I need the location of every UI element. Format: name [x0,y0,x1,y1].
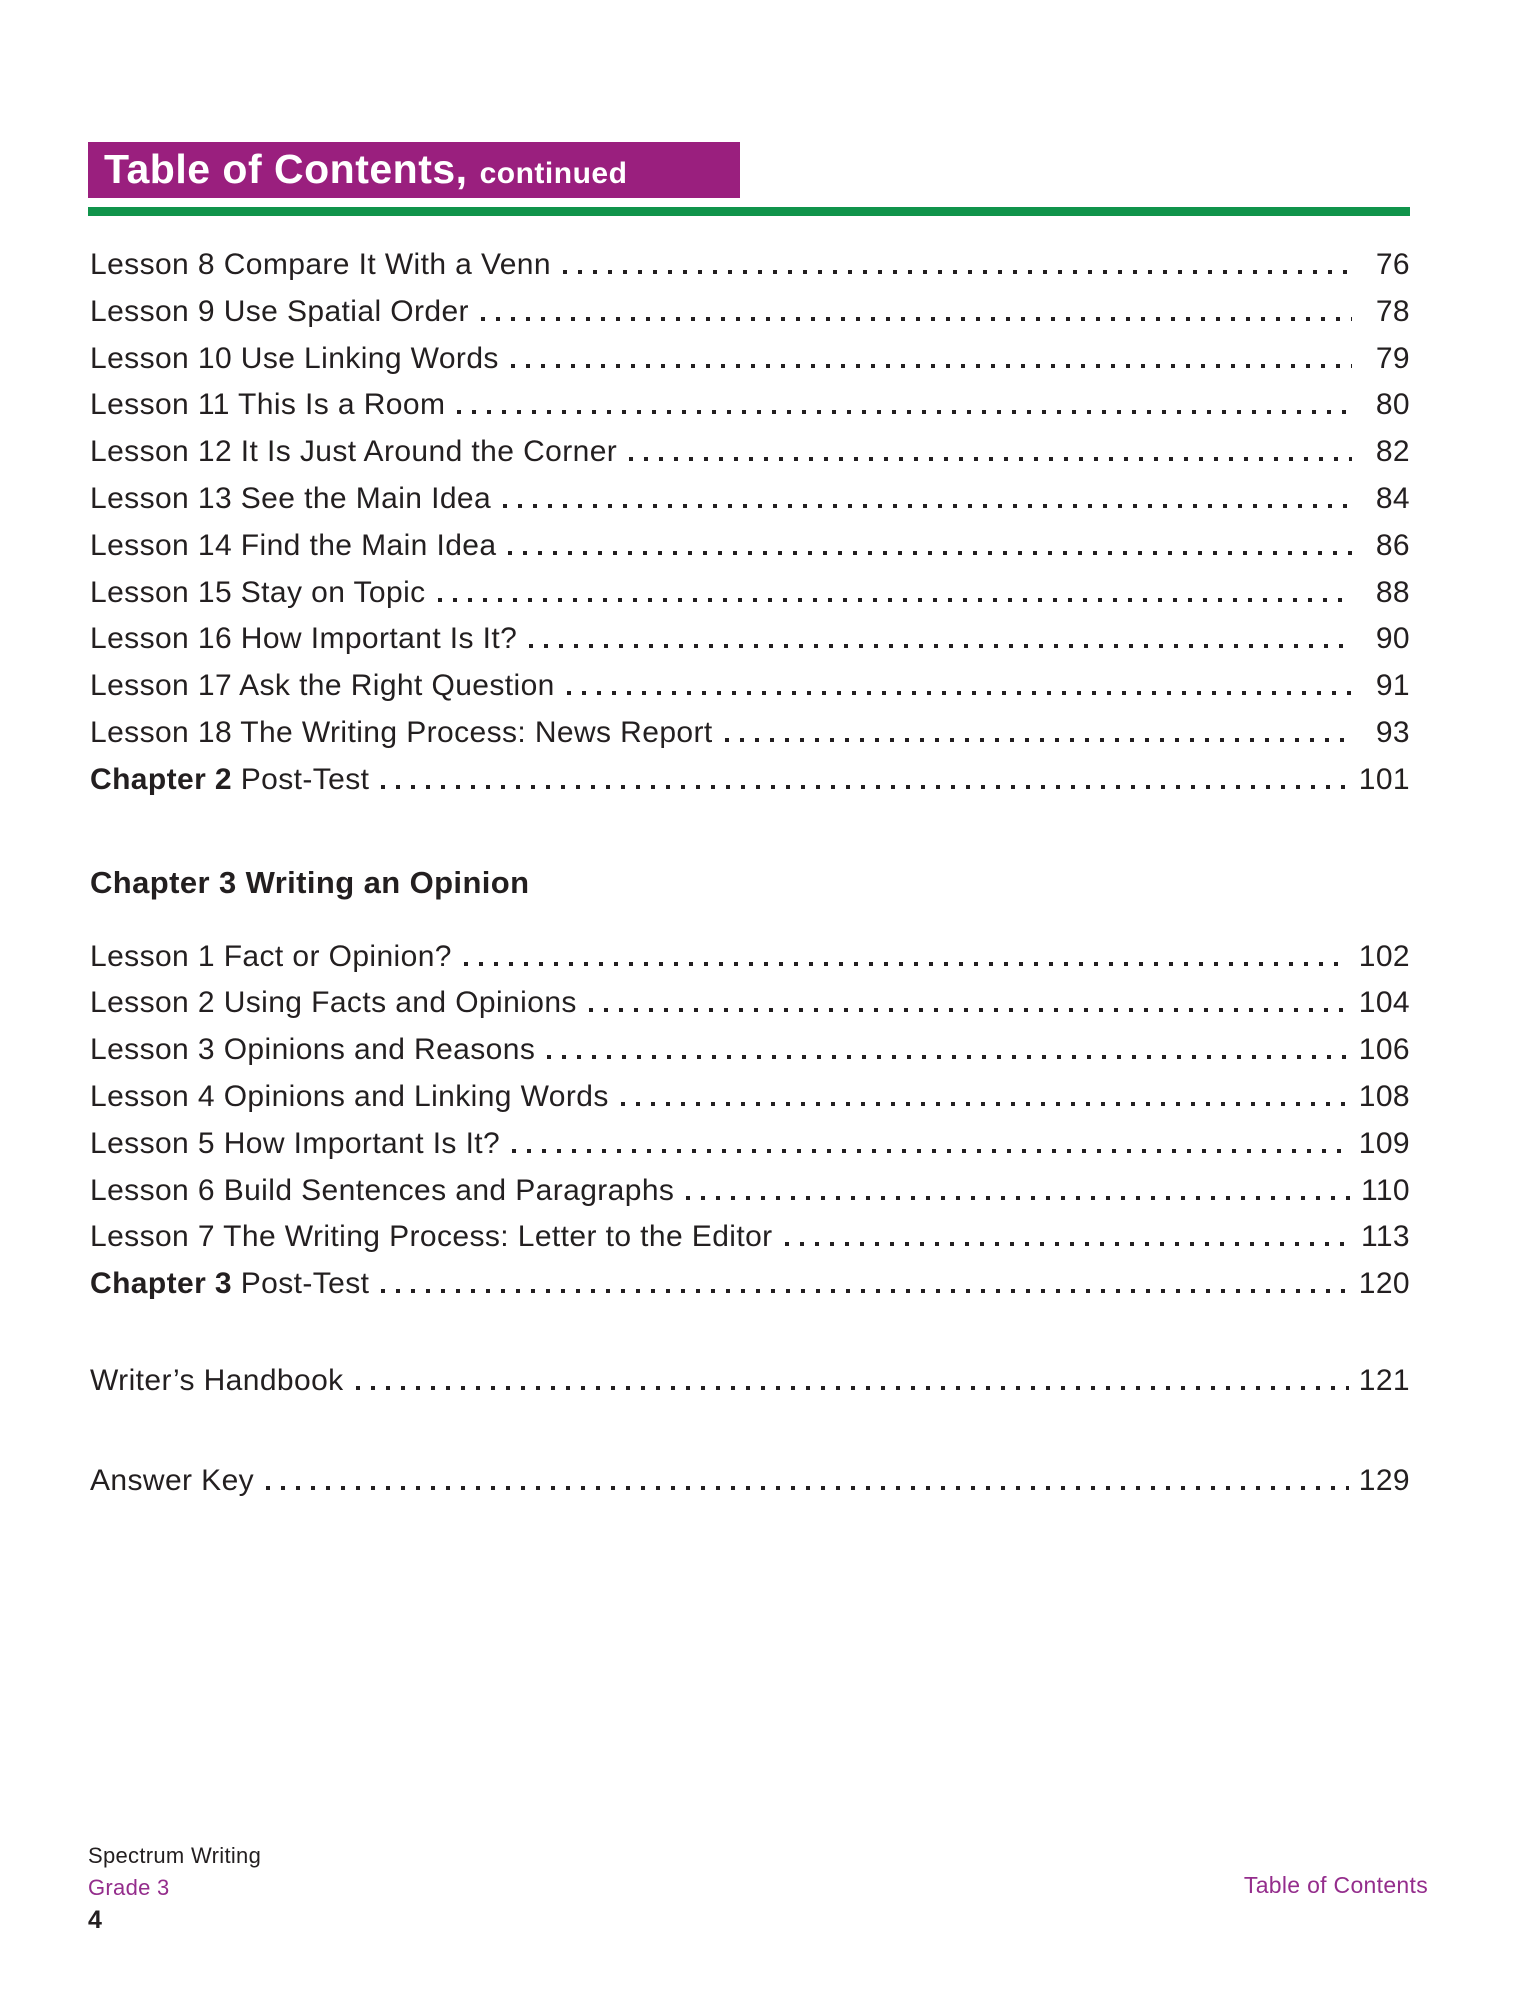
entry-page-number: 113 [1360,1220,1410,1254]
entry-page-number: 82 [1375,435,1410,469]
dot-leader [547,1055,1349,1059]
footer-grade-label: Grade 3 [88,1875,170,1900]
toc-entry [90,1464,1410,1511]
entry-list [90,248,1410,810]
entry-title [90,763,369,797]
entry-title [90,435,617,469]
toc-entry [90,1267,1410,1314]
entry-title [90,1033,535,1067]
toc-entry [90,1127,1410,1174]
entry-label: Lesson 18 The Writing Process: News Report [90,715,713,749]
dot-leader [481,317,1352,321]
dot-leader [563,270,1352,274]
entry-label: Post-Test [231,762,370,796]
dot-leader [266,1486,1349,1490]
toc-entry [90,435,1410,482]
toc-entry [90,342,1410,389]
entry-page-number: 110 [1360,1173,1410,1207]
entry-page-number: 104 [1358,986,1410,1020]
toc-entry [90,482,1410,529]
entry-page-number: 120 [1358,1267,1410,1301]
entry-title [90,1174,674,1208]
entry-page-number: 121 [1358,1363,1410,1397]
entry-label: Lesson 1 Fact or Opinion? [90,939,452,973]
entry-title [90,716,713,750]
footer-left [88,1840,261,1936]
entry-title [90,1127,500,1161]
dot-leader [381,1289,1348,1293]
dot-leader [511,364,1352,368]
dot-leader [381,785,1348,789]
dot-leader [629,457,1352,461]
dot-leader [464,962,1349,966]
toc-entry [90,388,1410,435]
chapter-heading: Chapter 3 Writing an Opinion [90,864,530,900]
entry-title [90,1464,254,1498]
entry-page-number: 80 [1375,388,1410,422]
divider-rule [88,207,1410,216]
entry-page-number: 86 [1375,528,1410,562]
entry-page-number: 79 [1375,341,1410,375]
entry-page-number: 90 [1375,622,1410,656]
entry-page-number: 101 [1358,762,1410,796]
entry-page-number: 84 [1375,481,1410,515]
entry-list [90,1364,1410,1511]
entry-title [90,482,491,516]
entry-label: Lesson 10 Use Linking Words [90,341,499,375]
page-title-banner [88,142,740,198]
entry-page-number: 108 [1358,1079,1410,1113]
entry-label: Lesson 4 Opinions and Linking Words [90,1079,609,1113]
entry-label: Lesson 7 The Writing Process: Letter to the Editor [90,1220,773,1254]
dot-leader [589,1008,1349,1012]
entry-label: Lesson 3 Opinions and Reasons [90,1033,536,1067]
footer-section-label: Table of Contents [1243,1872,1428,1898]
entry-title [90,1267,369,1301]
dot-leader [725,738,1352,742]
chapter-2-section [90,248,1410,810]
dot-leader [503,504,1352,508]
chapter-prefix: Chapter 2 [90,762,232,796]
entry-page-number: 78 [1375,294,1410,328]
entry-label: Lesson 8 Compare It With a Venn [90,248,551,281]
chapter-3-section [90,864,1410,1314]
toc-entry [90,576,1410,623]
toc-entry [90,529,1410,576]
entry-title [90,1220,773,1254]
entry-title [90,342,499,376]
toc-entry [90,1220,1410,1267]
entry-title [90,669,555,703]
entry-label: Lesson 9 Use Spatial Order [90,294,469,328]
entry-label: Post-Test [231,1267,370,1301]
entry-label: Lesson 15 Stay on Topic [90,575,426,609]
entry-label: Lesson 5 How Important Is It? [90,1126,501,1160]
dot-leader [457,410,1352,414]
entry-title [90,940,452,974]
entry-page-number: 106 [1358,1033,1410,1067]
toc-entry [90,669,1410,716]
dot-leader [686,1196,1351,1200]
toc-entry [90,1174,1410,1221]
entry-label: Answer Key [90,1463,255,1497]
toc-entry [90,295,1410,342]
entry-label: Lesson 6 Build Sentences and Paragraphs [90,1173,675,1207]
table-of-contents [90,248,1410,1511]
toc-entry [90,716,1410,763]
entry-label: Lesson 17 Ask the Right Question [90,669,555,703]
entry-label: Lesson 14 Find the Main Idea [90,528,497,562]
entry-title [90,1080,609,1114]
toc-entry [90,763,1410,810]
page-title: Table of Contents, [104,146,468,192]
entry-title [90,622,517,656]
entry-title [90,248,551,282]
entry-title [90,295,469,329]
entry-label: Lesson 11 This Is a Room [90,388,446,422]
back-matter-section [90,1364,1410,1511]
toc-entry [90,1364,1410,1411]
dot-leader [508,551,1352,555]
dot-leader [356,1386,1349,1390]
dot-leader [621,1102,1349,1106]
entry-label: Writer’s Handbook [90,1363,344,1397]
dot-leader [438,598,1352,602]
chapter-prefix: Chapter 3 [90,1267,232,1301]
entry-page-number: 91 [1375,669,1410,703]
entry-list [90,940,1410,1314]
entry-title [90,529,496,563]
dot-leader [512,1149,1349,1153]
dot-leader [567,691,1352,695]
entry-page-number: 102 [1358,939,1410,973]
footer-page-number: 4 [88,1906,103,1934]
entry-title [90,1364,344,1398]
entry-label: Lesson 16 How Important Is It? [90,622,518,656]
entry-page-number: 109 [1358,1126,1410,1160]
footer-series-title: Spectrum Writing [88,1843,262,1868]
entry-title [90,576,426,610]
entry-page-number: 88 [1375,575,1410,609]
toc-entry [90,622,1410,669]
dot-leader [529,644,1352,648]
entry-page-number: 76 [1375,248,1410,281]
entry-label: Lesson 12 It Is Just Around the Corner [90,435,618,469]
entry-title [90,986,577,1020]
dot-leader [785,1242,1351,1246]
entry-label: Lesson 2 Using Facts and Opinions [90,986,577,1020]
toc-entry [90,1033,1410,1080]
page-title-continued: continued [479,157,628,190]
entry-label: Lesson 13 See the Main Idea [90,481,492,515]
toc-entry [90,1080,1410,1127]
toc-entry [90,986,1410,1033]
toc-entry [90,940,1410,987]
entry-page-number: 93 [1375,715,1410,749]
entry-title [90,388,445,422]
toc-entry [90,248,1410,295]
entry-page-number: 129 [1358,1463,1410,1497]
